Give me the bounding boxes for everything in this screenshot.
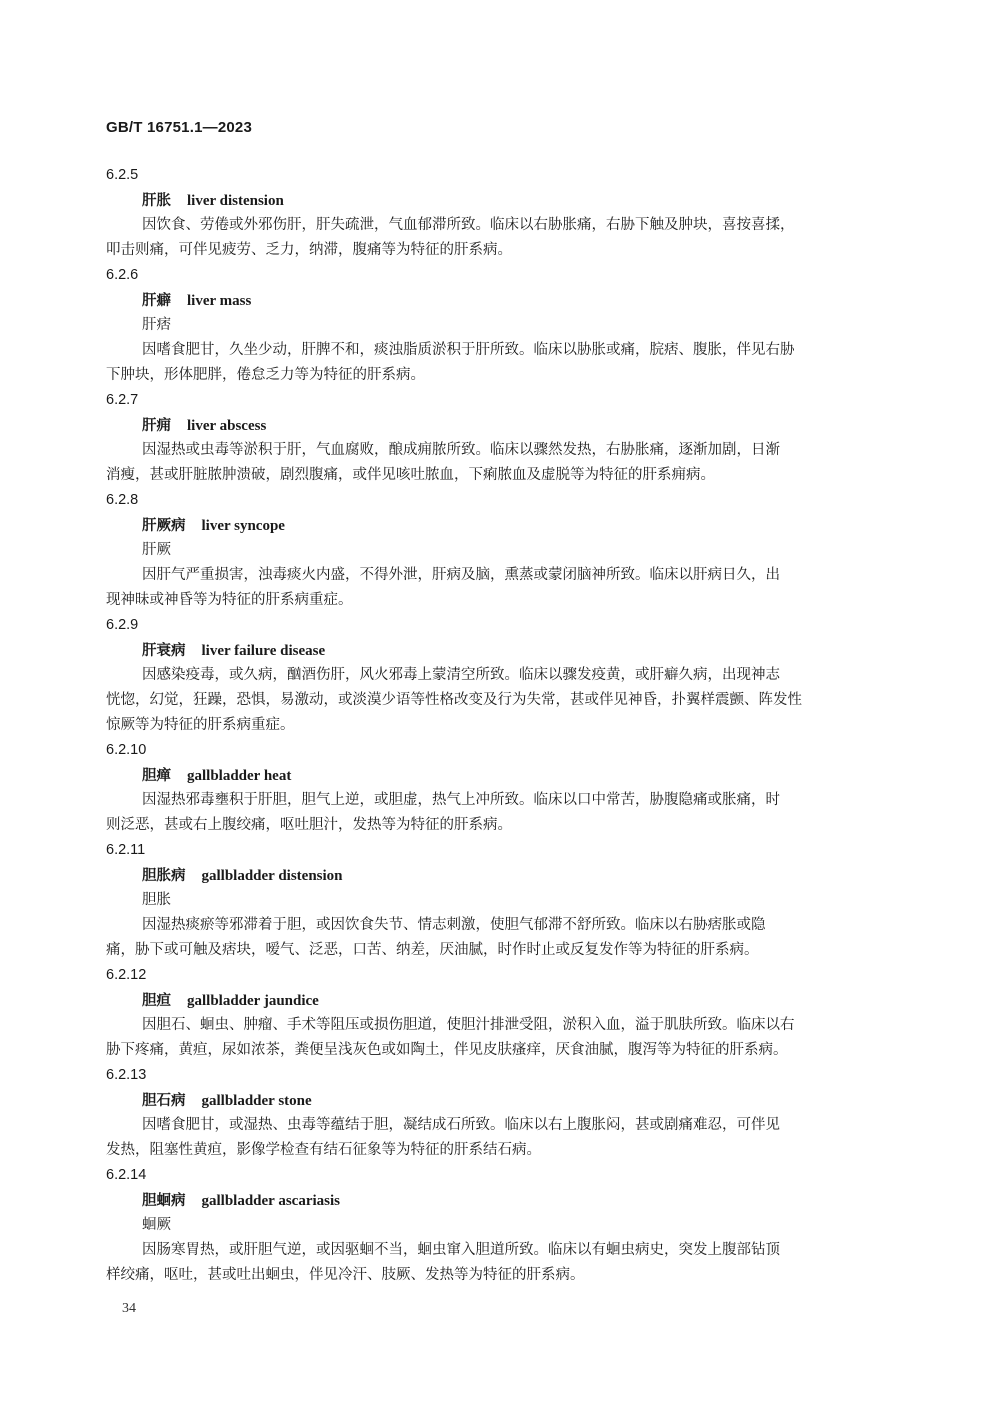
term-chinese: 胆疸 — [142, 992, 171, 1009]
entry-number: 6.2.7 — [106, 392, 139, 408]
entry-synonym: 肝痞 — [142, 317, 171, 333]
entry-definition-line: 消瘦，甚或肝脏脓肿溃破，剧烈腹痛，或伴见咳吐脓血，下痢脓血及虚脱等为特征的肝系痈病。 — [106, 467, 715, 483]
term-chinese: 肝厥病 — [142, 517, 186, 534]
entry-term — [106, 513, 881, 538]
entry-term — [106, 413, 881, 438]
entry-term — [106, 188, 881, 213]
page-number: 34 — [122, 1301, 136, 1316]
term-chinese: 肝癖 — [142, 292, 171, 309]
term-entry — [106, 738, 881, 838]
entry-number: 6.2.11 — [106, 842, 146, 858]
term-chinese: 胆瘅 — [142, 767, 171, 784]
term-chinese: 肝胀 — [142, 192, 171, 209]
term-english: gallbladder heat — [187, 768, 292, 784]
entry-number: 6.2.14 — [106, 1167, 147, 1183]
term-chinese: 胆胀病 — [142, 867, 186, 884]
term-entry — [106, 613, 881, 738]
term-english: liver syncope — [201, 518, 285, 534]
entry-definition-line: 因湿热或虫毒等淤积于肝，气血腐败，酿成痈脓所致。临床以骤然发热，右胁胀痛，逐渐加剧，日渐 — [142, 442, 780, 458]
entry-definition-line: 因嗜食肥甘，或湿热、虫毒等蕴结于胆，凝结成石所致。临床以右上腹胀闷，甚或剧痛难忍，可伴见 — [142, 1117, 780, 1133]
entry-definition-line: 现神昧或神昏等为特征的肝系病重症。 — [106, 592, 353, 608]
entry-definition-line: 因湿热邪毒壅积于肝胆，胆气上逆，或胆虚，热气上冲所致。临床以口中常苦，胁腹隐痛或胀痛，时 — [142, 792, 780, 808]
entry-term — [106, 1188, 881, 1213]
entry-definition-line: 因感染疫毒，或久病，酗酒伤肝，风火邪毒上蒙清空所致。临床以骤发疫黄，或肝癖久病，出现神志 — [142, 667, 780, 683]
entry-definition-line: 痛，胁下或可触及痞块，嗳气、泛恶，口苦、纳差，厌油腻，时作时止或反复发作等为特征的肝系病。 — [106, 942, 759, 958]
entry-number: 6.2.12 — [106, 967, 147, 983]
entry-definition-line: 则泛恶，甚或右上腹绞痛，呕吐胆汁，发热等为特征的肝系病。 — [106, 817, 512, 833]
entry-definition-line: 因湿热痰瘀等邪滞着于胆，或因饮食失节、情志刺激，使胆气郁滞不舒所致。临床以右胁痞胀或隐 — [142, 917, 766, 933]
term-chinese: 胆蛔病 — [142, 1192, 186, 1209]
entry-definition-line: 因肝气严重损害，浊毒痰火内盛，不得外泄，肝病及脑，熏蒸或蒙闭脑神所致。临床以肝病日久，出 — [142, 567, 780, 583]
entry-term — [106, 638, 881, 663]
entry-synonym: 胆胀 — [142, 892, 171, 908]
term-english: liver failure disease — [201, 643, 326, 659]
entry-term — [106, 763, 881, 788]
entry-number: 6.2.10 — [106, 742, 147, 758]
term-english: liver mass — [187, 293, 252, 309]
term-english: liver distension — [187, 193, 284, 209]
term-english: gallbladder stone — [201, 1093, 312, 1109]
entry-definition-line: 因胆石、蛔虫、肿瘤、手术等阻压或损伤胆道，使胆汁排泄受阻，淤积入血，溢于肌肤所致。临床以右 — [142, 1017, 795, 1033]
entry-number: 6.2.13 — [106, 1067, 147, 1083]
entry-definition-line: 发热，阻塞性黄疸，影像学检查有结石征象等为特征的肝系结石病。 — [106, 1142, 541, 1158]
entry-term — [106, 988, 881, 1013]
term-entry — [106, 838, 881, 963]
entry-definition-line: 因嗜食肥甘，久坐少动，肝脾不和，痰浊脂质淤积于肝所致。临床以胁胀或痛，脘痞、腹胀，伴见右胁 — [142, 342, 795, 358]
term-english: gallbladder distension — [201, 868, 343, 884]
entry-number: 6.2.9 — [106, 617, 139, 633]
entry-term — [106, 1088, 881, 1113]
entry-synonym: 肝厥 — [142, 542, 171, 558]
term-entry — [106, 263, 881, 388]
entry-term — [106, 863, 881, 888]
entry-number: 6.2.5 — [106, 167, 139, 183]
term-entry — [106, 1063, 881, 1163]
term-entry — [106, 1163, 881, 1288]
entry-number: 6.2.6 — [106, 267, 139, 283]
term-entry — [106, 388, 881, 488]
entry-synonym: 蛔厥 — [142, 1217, 171, 1233]
term-entry — [106, 488, 881, 613]
term-chinese: 肝衰病 — [142, 642, 186, 659]
entry-definition-line: 叩击则痛，可伴见疲劳、乏力，纳滞，腹痛等为特征的肝系病。 — [106, 242, 512, 258]
term-chinese: 胆石病 — [142, 1092, 186, 1109]
term-english: liver abscess — [187, 418, 267, 434]
entry-definition-line: 恍惚，幻觉，狂躁，恐惧，易激动，或淡漠少语等性格改变及行为失常，甚或伴见神昏，扑翼样震颤、阵发性 — [106, 692, 802, 708]
term-english: gallbladder jaundice — [187, 993, 319, 1009]
term-chinese: 肝痈 — [142, 417, 171, 434]
entry-definition-line: 因肠寒胃热，或肝胆气逆，或因驱蛔不当，蛔虫窜入胆道所致。临床以有蛔虫病史，突发上腹部钻顶 — [142, 1242, 780, 1258]
entries-container — [106, 163, 881, 1288]
entry-definition-line: 惊厥等为特征的肝系病重症。 — [106, 717, 295, 733]
term-english: gallbladder ascariasis — [201, 1193, 340, 1209]
standard-code-header: GB/T 16751.1—2023 — [106, 119, 252, 136]
entry-definition-line: 样绞痛，呕吐，甚或吐出蛔虫，伴见冷汗、肢厥、发热等为特征的肝系病。 — [106, 1267, 585, 1283]
entry-number: 6.2.8 — [106, 492, 139, 508]
entry-definition-line: 胁下疼痛，黄疸，尿如浓茶，粪便呈浅灰色或如陶土，伴见皮肤瘙痒，厌食油腻，腹泻等为特征的肝系病。 — [106, 1042, 788, 1058]
term-entry — [106, 963, 881, 1063]
entry-definition-line: 下肿块，形体肥胖，倦怠乏力等为特征的肝系病。 — [106, 367, 425, 383]
term-entry — [106, 163, 881, 263]
entry-term — [106, 288, 881, 313]
entry-definition-line: 因饮食、劳倦或外邪伤肝，肝失疏泄，气血郁滞所致。临床以右胁胀痛，右胁下触及肿块，喜按喜揉， — [142, 217, 795, 233]
